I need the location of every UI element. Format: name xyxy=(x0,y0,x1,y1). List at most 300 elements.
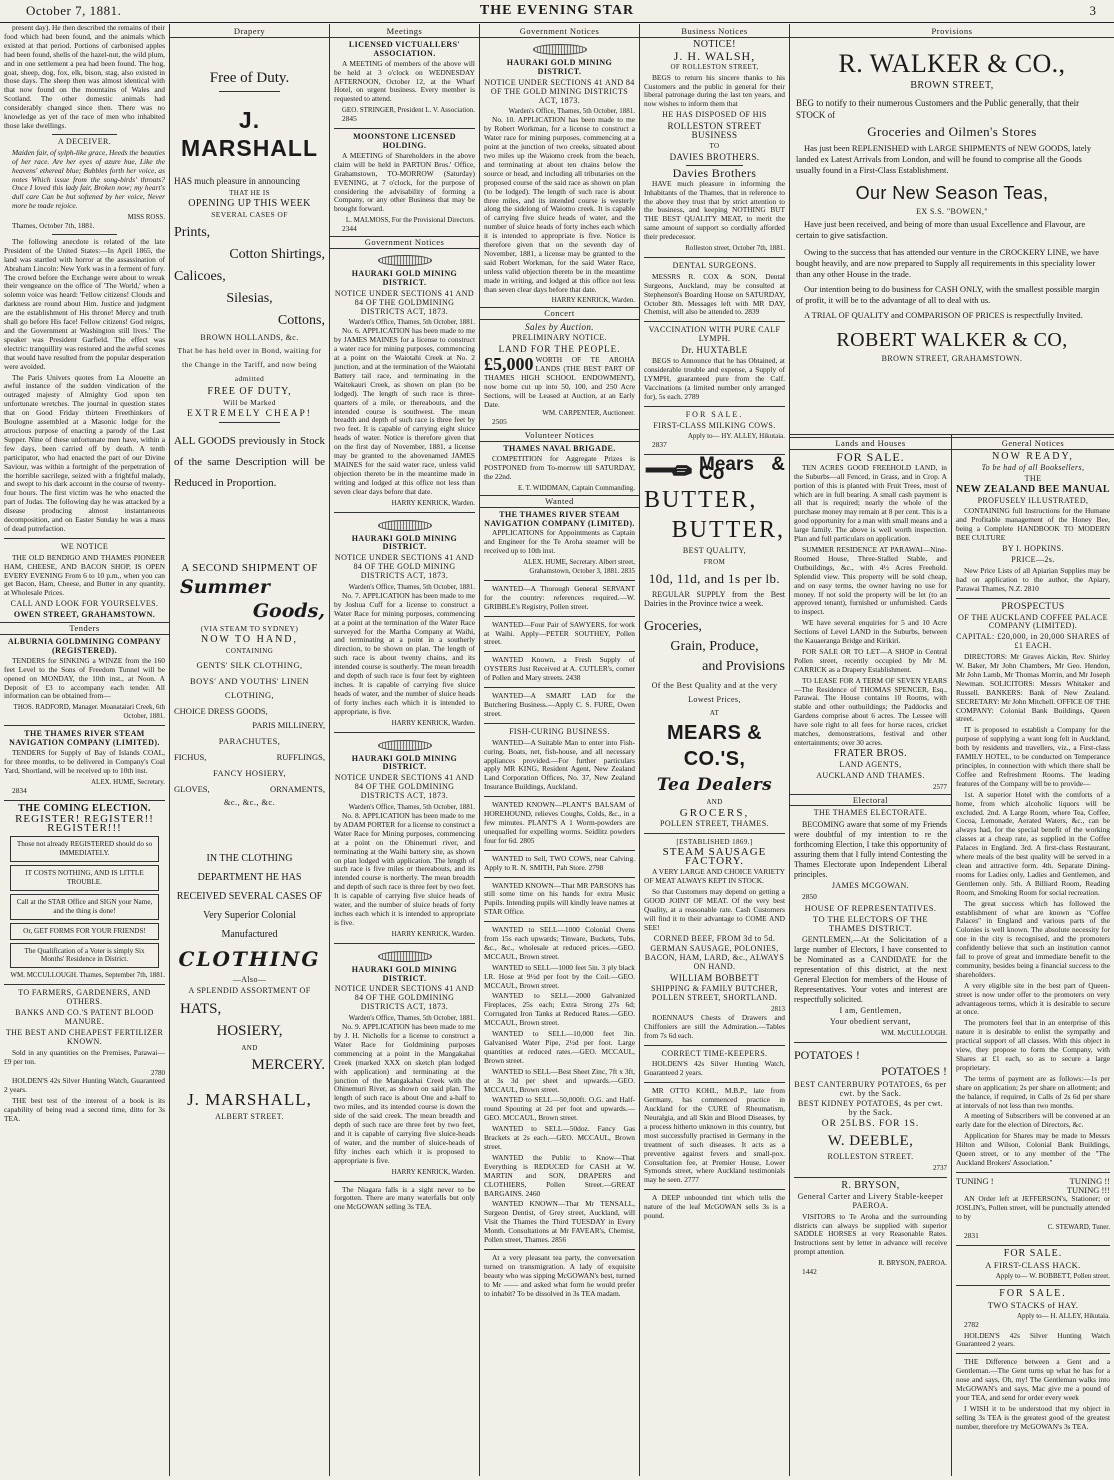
divider xyxy=(956,1245,1110,1246)
from-word: FROM xyxy=(703,558,726,567)
to-word: TO xyxy=(709,141,720,150)
moonstone-title: MOONSTONE LICENSED HOLDING. xyxy=(353,132,456,150)
kohl-ad: MR OTTO KOHL, M.B.P., late from Germany, has commenced practice in Auckland for the CURE of Rheumatism, Neuralgia, and all Skin and Blood Diseases, by a process hitherto unknown in this country, but most successfully practised in Germany in the treatment of such diseases. It acts as a preventive against fevers and small-pox. Consultation fee, at Premier House, Lower Symonds street, where Auckland testimonials may be seen. 2777 xyxy=(644,1086,785,1185)
hauraki-office-5: Warden's Office, Thames, 5th October, 1881. xyxy=(508,107,635,116)
gloves: GLOVES, xyxy=(174,783,210,794)
mears-logo: Mears & Co xyxy=(699,454,785,485)
mcgowan-sign: JAMES MCGOWAN. xyxy=(831,881,910,891)
divider xyxy=(644,257,785,258)
and-provisions: and Provisions xyxy=(702,658,785,674)
column-6 xyxy=(790,434,952,1476)
newspaper-title: THE EVENING STAR xyxy=(479,3,635,18)
prospectus: PROSPECTUS xyxy=(1001,601,1065,612)
held-in-bond: That he has held over in Bond, waiting for the Change in the Tariff, and now being admitted xyxy=(177,346,322,384)
tuning-2: TUNING !! xyxy=(1069,1175,1110,1186)
sausage-factory: STEAM SAUSAGE FACTORY. xyxy=(662,846,767,868)
wanted-fish-man: WANTED—A Suitable Man to enter into Fish-curing. Boats, net, fish-house, and all necessary appliances provided.—For further particulars apply MR KING, Resident Agent, New Zealand Land Corporation Offices, No. 37, New Zealand Insurance Buildings, Auckland. xyxy=(484,737,635,792)
prints: Prints, xyxy=(174,224,211,240)
hosiery: HOSIERY, xyxy=(216,1022,283,1039)
walsh-address: OF ROLLESTON STREET, xyxy=(670,62,759,71)
fichus-row xyxy=(174,750,325,764)
notice-no9: No. 9. APPLICATION has been made to me by J. H. Nicholls for a license to construct a Water Race for Goldmining purposes commencing at a point in the Mangakahai Creek (marked XXX on sketch plan lodged with application) and terminating at the junction of the Mangakahai Creek with the Ohinemuri River, as shown on said plan. The length of such race is about One and a-half to two miles, and its intended course is down the side of the said creek. The mean breadth and depth of such race are three feet by two feet, and it is capable of carrying five sluice-heads of water, and the number of sluice-heads of fifty inches each which it is proposed to appropriate is five. xyxy=(334,1022,475,1165)
house-of-reps: HOUSE OF REPRESENTATIVES. xyxy=(804,903,937,914)
visitors-te-aroha: VISITORS to Te Aroha and the surrounding districts can always be supplied with superior SADDLE HORSES at very Reasonable Rates. Instructions sent by letter in advance will receive prompt attention. xyxy=(794,1211,947,1257)
groceries: Groceries, xyxy=(644,618,702,634)
ten-acres: TEN ACRES GOOD FREEHOLD LAND, in the Suburbs—all Fenced, in Grass, and in Crop. A portion of this is planted with Fruit Trees, most of which are in full bearing. A small cash payment is all that is required; nearly the whole of the purchase money may remain at 8 per cent. This is a good opportunity for a man with small means and a large family. The above is well worth inspection. Plan and full particulars on application. xyxy=(794,462,947,544)
notice-no7-sign: HARRY KENRICK, Warden. xyxy=(391,718,475,727)
hay-num: 2782 xyxy=(964,1319,979,1329)
trial: A TRIAL OF QUALITY and COMPARISON OF PRICES is respectfully Invited. xyxy=(804,309,1083,320)
divider xyxy=(794,1042,947,1043)
etc: &c., &c., &c. xyxy=(223,796,276,807)
coffee-palace: OF THE AUCKLAND COFFEE PALACE COMPANY (LIMITED). xyxy=(958,612,1108,631)
section-lands-houses: Lands and Houses xyxy=(790,437,951,450)
bee-author: BY I. HOPKINS. xyxy=(1002,544,1064,554)
moonstone-num: 2344 xyxy=(342,224,357,234)
the-word: THE xyxy=(1024,473,1042,483)
thames-river-title: THE THAMES RIVER STEAM NAVIGATION COMPANY (LIMITED). xyxy=(9,729,160,748)
steam-nav-sign: ALEX. HUME, Secretary. Albert street, Grahamstown, October 3, 1881. 2835 xyxy=(523,558,635,576)
pollen-street: POLLEN STREET, THAMES. xyxy=(660,818,769,828)
watch-ad: HOLDEN'S 42s Silver Hunting Watch, Guaranteed 2 years. xyxy=(4,1076,165,1095)
obedient-servant: Your obedient servant, xyxy=(829,1016,912,1026)
gentlemen: GENTLEMEN,—At the Solicitation of a large number of Electors, I have consented to be Nominated as a CANDIDATE for the representation of this district, at the next General Election for members of the House of Representatives. Your votes and interest are respectfully solicited. xyxy=(794,934,947,1004)
robert-walker: ROBERT WALKER & CO, xyxy=(836,328,1068,351)
correct-timekeepers: CORRECT TIME-KEEPERS. xyxy=(661,1048,768,1058)
mears-and-co: MEARS & CO.'S, xyxy=(666,721,763,770)
watch-ad-2: HOLDEN'S 42s Silver Hunting Watch, Guaranteed 2 years. xyxy=(644,1059,785,1078)
bryson-desc: General Carter and Livery Stable-keeper PAEROA. xyxy=(797,1191,944,1210)
bryson-num: 1442 xyxy=(802,1267,817,1277)
mercery: MERCERY. xyxy=(251,1057,325,1074)
register-box-2: IT COSTS NOTHING, AND IS LITTLE TROUBLE. xyxy=(10,865,159,891)
column-3 xyxy=(330,24,480,1476)
election-title: THE COMING ELECTION. xyxy=(18,802,151,814)
gloves-row xyxy=(174,782,325,796)
register-heading: REGISTER! REGISTER!! REGISTER!!! xyxy=(15,813,154,835)
divider xyxy=(334,943,475,944)
land-sign: WM. CARPENTER, Auctioneer. xyxy=(542,409,635,418)
poem-title: A DECEIVER. xyxy=(57,136,112,146)
paris-millinery: PARIS MILLINERY, xyxy=(252,719,325,730)
divider xyxy=(956,1172,1110,1173)
section-tenders: Tenders xyxy=(0,622,169,635)
frater-bros: FRATER BROS. xyxy=(833,747,908,759)
hack: A FIRST-CLASS HACK. xyxy=(985,1260,1081,1271)
divider xyxy=(644,833,785,834)
bee-price: PRICE—2s. xyxy=(1011,554,1055,564)
divider xyxy=(4,538,165,539)
wanted-cows: WANTED to Sell, TWO COWS, near Calving. Apply to R. N. SMITH, Pah Store. 2798 xyxy=(484,853,635,872)
paris-item: The Paris Univers quotes from La Alouette an awful instance of the sudden vindication of the outraged majesty of Almighty God upon ten unfortunate wretches. The journal in question states that on Good Friday thirteen Freethinkers of Boulogne assembled at a Masonic lodge for the atrocious purpose of enacting a parody of the Last Supper. Nine of these unfortunate men have, within a few days, been carried off by death. A tenth participator, who had enacted the part of our Divine Saviour, was within a fortnight of the perpetration of the horrible sacrilege, seized with a frightful malady, and swept to his dark account in the course of twenty-four hours. The first victim was he who enacted the part of Judas. The following day he was attacked by a disease producing almost instantaneous decomposition, and on Easter Sunday he was a mass of dead putrefaction. xyxy=(4,372,165,533)
spacer xyxy=(174,809,325,849)
divider xyxy=(4,725,165,726)
share-application: Application for Shares may be made to Messrs Hilton and Wilson, Colonial Bank Buildings, Queen street, or to any member of the "The Auckland Brokers' Association." xyxy=(956,1131,1110,1167)
bobbett-num: 2813 xyxy=(771,1004,785,1013)
cash-only: Our intention being to do business for CASH ONLY, with the smallest possible margin of profit, it will be to the advantage of all to deal with us. xyxy=(796,283,1100,305)
divider xyxy=(484,616,635,617)
section-drapery: Drapery xyxy=(170,26,329,38)
divider xyxy=(4,984,165,985)
meat-variety-2: So that Customers may depend on getting a GOOD JOINT OF MEAT. Of the very best Quality, at a reasonable rate. Cash Customers will find it to their advantage to COME AND SEE! xyxy=(644,887,785,932)
wanted-spouting: WANTED to SELL—50,000ft. O.G. and Half-round Spouting at 2d per foot and upwards.—GEO. MCCAUL, Brown street. xyxy=(484,1095,635,1123)
and-word-2: AND xyxy=(706,797,723,806)
bobbett-desc: SHIPPING & FAMILY BUTCHER, POLLEN STREET, SHORTLAND. xyxy=(651,984,778,1002)
shop-to-let: FOR SALE OR TO LET—A SHOP in Central Pollen street, recently occupied by Mr M. CARRICK as a Drapery Establishment. xyxy=(794,646,947,674)
cottons: Cottons, xyxy=(277,312,325,328)
for-sale-cows: FOR SALE. xyxy=(685,409,744,419)
moonstone-sign: L. MALMOSS, For the Provisional Directors. xyxy=(345,216,475,225)
davies-sign: Rolleston street, October 7th, 1881. xyxy=(685,244,785,253)
proposed: IT is proposed to establish a Company for the purpose of supplying a want long felt in Auckland, both by residents and travellers, viz., a First-class FAMILY HOTEL, to be conducted on Temperance principles, in connection with which there shall be Coffee and Refreshment Rooms. The leading features of the Company will be to provide— xyxy=(956,725,1110,788)
auckland-thames: AUCKLAND AND THAMES. xyxy=(816,770,925,780)
several-cases: SEVERAL CASES OF xyxy=(211,209,288,219)
section-general-notices: General Notices xyxy=(952,437,1114,450)
register-box-1: Those not already REGISTERED should do so IMMEDIATELY. xyxy=(10,836,159,862)
deeble-name: W. DEEBLE, xyxy=(827,1133,914,1150)
robert-walker-addr: BROWN STREET, GRAHAMSTOWN. xyxy=(881,353,1023,363)
i-am: I am, Gentlemen, xyxy=(839,1005,902,1015)
divider xyxy=(644,406,785,407)
cows-num: 2837 xyxy=(652,440,667,450)
hauraki-act: NOTICE UNDER SECTIONS 41 AND 84 OF THE GOLDMINING DISTRICTS ACT, 1873. xyxy=(334,288,475,316)
summer-residence: SUMMER RESIDENCE AT PARAWAI—Nine-Roomed House, Three-Stalled Stable, and Outbuildings, &c., with 4½ Acres Freehold. Splendid view. This property will be sold cheap, and on easy terms, the owner having no use for money. If not sold the property will be let (to an approved tenant), furnished or unfurnished. Cards to inspect. xyxy=(794,544,947,617)
steam-nav-title: THE THAMES RIVER STEAM NAVIGATION COMPANY (LIMITED). xyxy=(484,509,635,528)
clothing-department: IN THE CLOTHING DEPARTMENT HE HAS RECEIVED SEVERAL CASES OF xyxy=(176,852,323,902)
bryson-name: R. BRYSON, xyxy=(841,1179,900,1191)
fichus: FICHUS, xyxy=(174,751,207,762)
wanted-ovens: WANTED to SELL—1000 Colonial Ovens from 15s each upwards; Tinware, Buckets, Tubs, &c., &c., wholesale at reduced prices.—GEO. MCCAUL, Brown street. xyxy=(484,925,635,961)
fish-curing-title: FISH-CURING BUSINESS. xyxy=(509,726,610,736)
alburnia-title: ALBURNIA GOLDMINING COMPANY (REGISTERED). xyxy=(7,637,162,655)
all-goods: ALL GOODS previously in Stock of the same Description will be Reduced in Proportion. xyxy=(174,435,325,490)
via-steam: (VIA STEAM TO SYDNEY) xyxy=(200,624,299,634)
divider xyxy=(484,796,635,797)
bacon-shop-address: OWEN STREET, GRAHAMSTOWN. xyxy=(13,610,156,620)
alburnia-sign: THOS. RADFORD, Manager. Moanataiari Creek, 6th October, 1881. xyxy=(13,703,165,721)
will-be-marked: Will be Marked xyxy=(223,398,276,408)
divider xyxy=(334,732,475,733)
land-text: WORTH OF TE AROHA LANDS (THE BEST PART OF THAMES HIGH SCHOOL ENDOWMENT), now borne cut up into 50, 100, and 250 Acre Sections, will be Leased at Auction, at an Early Date. xyxy=(484,356,635,409)
becoming-aware: BECOMING aware that some of my Friends were doubtful of my intention to re the forthcoming Election, I take this opportunity of assuring them that I fully intend Contesting the Thames Electorate upon Independent Liberal principles. xyxy=(794,820,947,880)
now-to-hand: NOW TO HAND, xyxy=(200,633,299,645)
tuning-1: TUNING ! xyxy=(956,1175,994,1186)
hauraki-office-3: Warden's Office, Thames, 5th October, 1881. xyxy=(348,803,475,812)
moonstone-text: A MEETING of Shareholders in the above claim will be held in PARTON Bros.' Office, Grahamstown, TO-MORROW (Saturday) EVENING, at 7 o'clock, for the purpose of considering the advisability of forming a Company, or any other Business that may be brought forward. xyxy=(334,150,475,214)
established: [ESTABLISHED 1869.] xyxy=(676,837,753,846)
divider xyxy=(644,321,785,322)
summer-goods: Goods, xyxy=(252,600,325,623)
register-box-5: The Qualification of a Voter is simply Six Months' Residence in District. xyxy=(10,943,159,969)
page-number: 3 xyxy=(1089,3,1096,18)
illustrated: PROFUSELY ILLUSTRATED, xyxy=(977,495,1089,505)
divider xyxy=(956,598,1110,599)
deeble-num: 2737 xyxy=(933,1164,947,1173)
deeble-address: ROLLESTON STREET. xyxy=(827,1152,914,1162)
free-of-duty-2: FREE OF DUTY, xyxy=(207,386,292,398)
parachutes: PARACHUTES, xyxy=(218,735,281,746)
crockery: Owing to the success that has attended our venture in the CROCKERY LINE, we have bought heavily, and are now prepared to Supply all requirements in this speciality lower than any other House in the trade. xyxy=(796,246,1099,279)
lva-num: 2845 xyxy=(342,114,357,124)
brown-hollands: BROWN HOLLANDS, &c. xyxy=(200,332,299,342)
butter-2: BUTTER, xyxy=(671,517,785,544)
land-num: 2505 xyxy=(492,417,507,427)
divider xyxy=(644,1045,785,1046)
poem-date: Thames, October 7th, 1881. xyxy=(12,221,95,231)
steam-nav-text: APPLICATIONS for Appointments as Captain and Engineer for the Te Aroha steamer will be received up to 10th inst. xyxy=(484,528,635,556)
alburnia-text: TENDERS for SINKING a WINZE from the 160 feet Level to the Sons of Freedom Tunnel will be opened on MONDAY, the 10th inst., at Noon. A Deposit of £3 to accompany each tender. All information can be obtained from— xyxy=(4,655,165,701)
notice-no6-sign: HARRY KENRICK, Warden. xyxy=(391,498,475,507)
divider xyxy=(484,850,635,851)
section-wanted: Wanted xyxy=(480,495,639,508)
second-shipment: A SECOND SHIPMENT OF xyxy=(181,562,318,575)
containing: CONTAINING xyxy=(225,646,274,655)
rufflings: RUFFLINGS, xyxy=(276,751,325,762)
milking-cows: FIRST-CLASS MILKING COWS. xyxy=(653,420,776,430)
tuning-3: TUNING !!! xyxy=(1066,1184,1110,1195)
marshall-sign: J. MARSHALL, xyxy=(187,1090,312,1110)
naval-brigade-title: THAMES NAVAL BRIGADE. xyxy=(503,444,616,454)
poem-text: Maiden fair, of sylph-like grace, Heeds the beauties of her race. Are her eyes of azure hue, Like the heavens' ethereal blue; Bubbles forth her voice, as notes Which issue from the song-birds' throats? Once I loved this lady fair, Broken now; my heart's dull care Can be but softened by her voice, Never more be made rejoice. xyxy=(12,147,165,211)
column-2 xyxy=(170,24,330,1476)
coat-of-arms-icon xyxy=(533,41,587,56)
coat-of-arms-icon xyxy=(378,517,432,532)
divider xyxy=(484,921,635,922)
boys-linen: BOYS' AND YOUTHS' LINEN CLOTHING, xyxy=(190,675,309,700)
best-quality-prices: Of the Best Quality and at the very Lowest Prices, xyxy=(651,680,778,704)
notice-no9-sign: HARRY KENRICK, Warden. xyxy=(391,1167,475,1176)
gent-quip: THE Difference between a Gent and a Gentleman.—The Gent turns up what he has for a nose and says, Oh, my! The Gentleman walks into McGOWAN's and says, Mac give me a pound of your TEA, and send for order every week xyxy=(956,1357,1110,1402)
mcgowan-num: 2850 xyxy=(802,892,817,902)
divider xyxy=(484,1249,635,1250)
payment-terms: The terms of payment are as follows:—1s per share on application; 2s per share on allotment; and the balance, if required, in Calls of 2s 6d per share at intervals of not less than two months. xyxy=(956,1073,1110,1110)
thames-river-text: TENDERS for Supply of Bay of Islands COAL, for three months, to be delivered in Company's Coal Yard, Shortland, will be received up to 10th inst. xyxy=(4,747,165,775)
for-sale-hack: FOR SALE. xyxy=(1003,1248,1063,1260)
bowen: EX S.S. "BOWEN," xyxy=(916,206,988,216)
for-sale-hay: FOR SALE. xyxy=(999,1287,1067,1299)
also: —Also— xyxy=(232,974,267,984)
divider xyxy=(644,1189,785,1190)
tea-party-quip: At a very pleasant tea party, the conversation turned on transmigration. A lady of exquisite beauty who was sipping McGOWAN's best, turned to Mr —— and asked what form he would prefer to inhabit? To be dissolved in 3s TEA madam. xyxy=(484,1252,635,1298)
calicoes: Calicoes, xyxy=(174,268,226,284)
hauraki-office: Warden's Office, Thames, 5th October, 1881. xyxy=(348,318,475,327)
potatoes-2: POTATOES ! xyxy=(881,1063,947,1078)
steward-sign: C. STEWARD, Tuner. xyxy=(1047,1223,1110,1232)
vaccination-title: VACCINATION WITH PURE CALF LYMPH. xyxy=(648,325,781,344)
cows-sign: Apply to— HY. ALLEY, Hikutaia. xyxy=(687,432,785,441)
masthead xyxy=(0,0,1114,23)
that-he-is: THAT HE IS xyxy=(229,188,270,197)
coat-of-arms-icon xyxy=(378,948,432,963)
new-season-teas: Our New Season Teas, xyxy=(855,182,1049,203)
hauraki-act-3: NOTICE UNDER SECTIONS 41 AND 84 OF THE GOLDMINING DISTRICTS ACT, 1873. xyxy=(334,773,475,801)
manure-title: BANKS AND CO.'S PATENT BLOOD MANURE. xyxy=(15,1008,154,1026)
25lbs: OR 25LBS. FOR 1S. xyxy=(821,1119,920,1130)
dental-title: DENTAL SURGEONS. xyxy=(672,260,757,270)
colonial-manufactured: Very Superior Colonial Manufactured xyxy=(203,909,296,940)
hauraki-title-5: HAURAKI GOLD MINING DISTRICT. xyxy=(506,57,613,76)
divider xyxy=(484,580,635,581)
manure-num: 2780 xyxy=(151,1068,165,1077)
notice-no7-act: NOTICE UNDER SECTIONS 41 AND 84 OF THE GOLD MINING DISTRICTS ACT, 1873. xyxy=(334,553,475,581)
fancy-hosiery: FANCY HOSIERY, xyxy=(213,767,286,778)
great-success: The great success which has followed the establishment of what are known as "Coffee Palaces" in England and various parts of the Colonies is well known. The absolute necessity for one in the city is recognised, and the promoters confidently believe that such an institution cannot fail to prove of great and immediate benefit to the community, besides being a financial success to the shareholders. xyxy=(956,898,1110,979)
section-electoral: Electoral xyxy=(790,794,951,807)
wanted-balsam: WANTED KNOWN—PLANT'S BALSAM of HOREHOUND, relieves Coughs, Colds, &c., in a few minutes. PLANT'S A 1 Worm-powders are unequalled for expelling worms. Seidlitz powders four for 6d. 2805 xyxy=(484,800,635,845)
bacon-shop-call: CALL AND LOOK FOR YOURSELVES. xyxy=(10,599,159,609)
notice-heading: WE NOTICE xyxy=(60,541,109,551)
potatoes-1: POTATOES ! xyxy=(794,1047,860,1062)
lease-residence: TO LEASE FOR A TERM OF SEVEN YEARS—The Residence of THOMAS SPENCER, Esq., Parawai. The House contains 10 Rooms, with stable and other outbuildings; the Paddocks and Gardens comprise about 6 acres. The Lessee will have sole right to all fees for horse races, cricket matches, demonstrations, festival and other entertainments; over 30 acres. xyxy=(794,675,947,747)
tuning-order: AN Order left at JEFFERSON's, Stationer; or JOSLIN's, Pollen street, will be punctually attended to by xyxy=(956,1193,1110,1221)
issue-date: October 7, 1881. xyxy=(26,3,122,18)
thames-electorate: THE THAMES ELECTORATE. xyxy=(813,808,928,818)
divider xyxy=(484,877,635,878)
land-for-the-people: LAND FOR THE PEOPLE. xyxy=(498,344,621,355)
section-government-notices-2: Government Notices xyxy=(480,26,639,38)
roennau-ad: ROENNAU'S Chests of Drawers and Chiffoniers are still the Admiration.—Tables from 7s 6d each. xyxy=(644,1012,785,1040)
coat-of-arms-icon xyxy=(378,252,432,267)
naval-brigade-text: COMPETITION for Aggregate Prizes is POSTPONED from To-morrow till SATURDAY, the 22nd. xyxy=(484,454,635,481)
hay-sign: Apply to— H. ALLEY, Hikutaia. xyxy=(1016,1311,1110,1320)
free-of-duty: Free of Duty. xyxy=(209,69,290,86)
hauraki-office-4: Warden's Office, Thames, 5th October, 1881. xyxy=(348,1014,475,1023)
best-quality: BEST QUALITY, xyxy=(682,546,747,556)
deep-tint-quip: A DEEP unbounded tint which tells the nature of the leaf McGOWAN sells 3s is a pound. xyxy=(644,1193,785,1221)
dress-goods: CHOICE DRESS GOODS, xyxy=(174,705,268,716)
land-ad xyxy=(484,356,635,409)
hay: TWO STACKS of HAY. xyxy=(987,1299,1079,1310)
teas-text: Have just been received, and being of more than usual Excellence and Flavour, are certain to give satisfaction. xyxy=(796,218,1086,240)
canterbury-potatoes: BEST CANTERBURY POTATOES, 6s per cwt. by the Sack. xyxy=(794,1079,947,1098)
notice-no10: No. 10. APPLICATION has been made to me by Robert Workman, for a license to construct a Water race for mining purposes, commencing at a point at the junction of two creeks, situated about two miles up the Waiomo creek from the beach, and terminating at about ten chains below the source or head, and including all tributaries on the proposed course of the said race as shown on plan (to be lodged). The length of such race is about three miles, and its intended course is westerly along the sidelong of Waiomo creek. It is capable of carrying five sluice heads of water, and the number of sluice heads of forty inches each which it is intended to appropriate is five. Notice is therefore given that on the seventh day of November, 1881, a license may be granted to the said Robert Workman, for the said Water Race, unless valid objection thereto be in the meantime made in writing, and lodged at this office not less than seven clear days before that date. xyxy=(484,115,635,294)
article-continuation: present day). He then described the remains of their food which had been found, and the animals which existed at that period. Portions of carbonised apples had been found, shells of the hazel-nut, the wild plum, and in one settlement a pea had been found. The hog, goat, sheep, dog, fox, elk, bison, stag, also existed in those days. The sheep then was almost identical with that now found on the mountains of Wales and Scotland. The other domestic animals had considerably changed since then. There was no knowledge as yet of the race of men who inhabited those lake dwellings. xyxy=(4,24,165,130)
booksellers: To be had of all Booksellers, xyxy=(981,462,1085,472)
opening-up: OPENING UP THIS WEEK xyxy=(188,197,311,209)
butter-prices: 10d, 11d, and 1s per lb. xyxy=(648,571,781,587)
lincoln-anecdote: The following anecdote is related of the late President of the United States:—In April 1865, the land was startled with horror at the assassination of Abraham Lincoln: New York was in a ferment of fury. The crowd before the Exchange were about to wreak their vengeance on the office of 'The World,' when a solemn voice was heard: 'Fellow citizens! Clouds and darkness are round about Him. Justice and judgment are the establishment of His throne! Mercy and truth shall go before His face! Fellow citizens! God reigns, and the Government at Washington still lives.' The speaker was President Garfield. The effect was electric: tranquillity was restored and the awful scenes that would have resulted from the popular desperation were avoided. xyxy=(4,236,165,371)
section-government-notices: Government Notices xyxy=(330,236,479,249)
poem-author: MISS ROSS. xyxy=(127,213,165,222)
hauraki-title-2: HAURAKI GOLD MINING DISTRICT. xyxy=(351,533,458,552)
kidney-potatoes: BEST KIDNEY POTATOES, 4s per cwt. by the Sack. xyxy=(797,1099,944,1118)
wish-quip: I WISH it to be understood that my object in selling 3s TEA is the greatest good of the greatest number, therefore try McGOWAN's 3s TEA. xyxy=(956,1403,1110,1431)
divider xyxy=(334,1181,475,1182)
splendid-assortment: A SPLENDID ASSORTMENT OF xyxy=(188,985,311,995)
land-amount: £5,000 xyxy=(484,356,534,374)
hotel-items: 1st. A superior Hotel with the comforts of a home, from which alcoholic liquors will be excluded. 2nd. A Large Room, where Tea, Coffee, Cocoa, Lemonade, Aerated Waters, &c., can be always had, for the special benefit of the working classes at a cheap rate, as supplied in the Coffee Palaces in England. 3rd. A first-class Restaurant, where meals of the best quality will be served in a clean and attractive form. 4th. Separate Dining-rooms for Ladies only, Ladies and Gentlemen, and Gentlemen only. 5th. A Billiard Room, Reading Room, and Smoking Room for social recreation. xyxy=(956,789,1110,897)
notice-no10-sign: HARRY KENRICK, Warden. xyxy=(551,296,635,305)
hauraki-title-4: HAURAKI GOLD MINING DISTRICT. xyxy=(351,964,458,983)
register-box-4: Or, GET FORMS FOR YOUR FRIENDS! xyxy=(10,923,159,940)
column-4 xyxy=(480,24,640,1476)
hats: HATS, xyxy=(180,1000,222,1017)
marshall-name: J. MARSHALL xyxy=(180,106,319,161)
capital: CAPITAL: £20,000, in 20,000 SHARES of £1 EACH. xyxy=(956,632,1110,651)
vaccination-doctor: Dr. HUXTABLE xyxy=(681,345,748,356)
mccullough-sign: WM. McCULLOUGH. xyxy=(881,1028,947,1037)
replenished: Has just been REPLENISHED with LARGE SHIPMENTS of NEW GOODS, lately landed ex Latest Arrivals from London, and will be found to comprise all the Goods usually found in a First-Class Establishment. xyxy=(796,142,1092,175)
lva-text: A MEETING of members of the above will be held at 3 o'clock on WEDNESDAY AFTERNOON, October 12, at the Wharf Hotel, on urgent business. Every member is requested to attend. xyxy=(334,58,475,104)
divider xyxy=(794,1177,947,1178)
for-sale-heading: FOR SALE. xyxy=(836,449,905,464)
ornaments: ORNAMENTS, xyxy=(269,783,325,794)
walsh-text: BEGS to return his sincere thanks to his Customers and the public in general for their liberal patronage during the last ten years, and now wishes to inform them that xyxy=(644,72,785,109)
german-sausage: GERMAN SAUSAGE, POLONIES, BACON, HAM, LARD, &c., ALWAYS ON HAND. xyxy=(644,944,785,972)
groceries-stores: Groceries and Oilmen's Stores xyxy=(867,123,1037,139)
hauraki-title: HAURAKI GOLD MINING DISTRICT. xyxy=(351,268,458,287)
land-agents: LAND AGENTS, xyxy=(839,759,902,769)
section-volunteer-notices: Volunteer Notices xyxy=(480,429,639,442)
divider xyxy=(956,1285,1110,1286)
thames-river-sign: ALEX. HUME, Secretary. xyxy=(91,777,165,786)
wanted-fireplaces: WANTED to SELL—2000 Galvanized Fireplaces, 25s each; Extra Strong 27s 6d; Corrugated Iron Tanks at Reduced Rates.—GEO. MCCAUL, Brown street. xyxy=(484,991,635,1028)
notice-no6: No. 6. APPLICATION has been made to me by JAMES MAINES for a license to construct a water race for mining purposes, commencing at a point on the Waiotahi Creek at No. 2 junction, and at the termination of the Waiotahi Battery tail race, and terminating in the Waitekauri Creek, as shown on plan (to be lodged). The length of such race is three-quarters of a mile, or thereabouts, and the intended course is southwest. The mean breadth and depth of such race is three feet by two feet. It is capable of carrying eight sluice heads of water. Notice is therefore given that on the first day of November, 1881, a license may be granted to the abovenamed JAMES MAINES for the said water race, unless valid objection thereto be in the meantime made in writing and lodged at this office not less than seven clear days before that date. xyxy=(334,326,475,496)
at-word: AT xyxy=(709,708,720,717)
and-word: AND xyxy=(241,1043,258,1052)
butter-1: BUTTER, xyxy=(644,487,758,514)
clothing-title: CLOTHING xyxy=(178,946,321,971)
bryson-sign: R. BRYSON, PAEROA. xyxy=(878,1259,947,1268)
provisions-block xyxy=(790,24,1114,434)
apiary-lists: New Price Lists of all Apiarian Supplies may be had on application to the author, the Apiary, Parawai Thames, N.Z. 2810 xyxy=(956,565,1110,593)
election-sign: WM. MCCULLOUGH. Thames, September 7th, 1881. xyxy=(10,971,165,980)
divider xyxy=(956,1353,1110,1354)
wanted-servant: WANTED—A Thorough General SERVANT for the country: references required.—W. GRIBBLE's Registry, Pollen street. xyxy=(484,583,635,611)
notice-no8: No. 8. APPLICATION has been made to me by ADAM PORTER for a license to construct a Water Race for Mining purposes, commencing at a point on the Ohinemuri river, and terminating at the Waihi battery site, as shown on plan lodged with application. The length of such race is five miles or thereabouts, and its intended course is northerly. The mean breadth and depth of such race is three feet by two feet. It is capable of carrying five sluice heads of water, and the number of sluice heads of forty inches each which it is intended to appropriate is five. xyxy=(334,810,475,927)
wanted-public: WANTED the Public to Know—That Everything is REDUCED for CASH at W. MARTIN and SON, DRAPERS and CLOTHIERS, Pollen Street.—GREAT BARGAINS. 2460 xyxy=(484,1152,635,1198)
walker-name: R. WALKER & CO., xyxy=(838,48,1066,78)
tea-quip: THE best test of the interest of a book is its capability of being read a second time, ditto for 3s TEA. xyxy=(4,1096,165,1124)
wanted-dentist: WANTED KNOWN—That Mr TENSALL, Surgeon Dentist, of Grey street, Auckland, will Visit the Thames the Third TUESDAY in Every Month. Consultations at Mr FAVEAR's, Chemist, Pollen street, Thames. 2856 xyxy=(484,1199,635,1245)
tea-dealers: Tea Dealers xyxy=(656,774,773,795)
divider xyxy=(52,234,116,235)
column-7 xyxy=(952,434,1114,1476)
section-business-notices: Business Notices xyxy=(640,26,789,38)
extremely-cheap: EXTREMELY CHEAP! xyxy=(187,409,312,420)
lva-sign: GEO. STRINGER, President L. V. Association. xyxy=(341,106,475,115)
grocers: GROCERS, xyxy=(679,806,750,819)
divider xyxy=(219,91,279,92)
naval-brigade-sign: E. T. WIDDMAN, Captain Commanding. xyxy=(517,483,635,492)
directors: DIRECTORS: Mr Graves Aickin, Rev. Shirley W. Baker, Mr John Chambers, Mr Geo. Hendon, Mr John Lamb, Mr Thomas Morrin, and Mr Joseph Newman. SOLICITORS: Messrs Whitaker and Russell. BANKERS: Bank of New Zealand. SECRETARY: Mr John Mitchell. OFFICE OF THE COMPANY: Colonial Bank Buildings, Queen street. xyxy=(956,652,1110,724)
hauraki-title-3: HAURAKI GOLD MINING DISTRICT. xyxy=(351,753,458,772)
bacon-shop-ad: THE OLD BENDIGO AND THAMES PIONEER HAM, CHEESE, AND BACON SHOP, IS OPEN EVERY EVENING From 6 to 10 p.m., when you can get Bacon, Ham, Cheese, and Butter in any quantity, at Wholesale Prices. xyxy=(4,552,165,598)
section-provisions: Provisions xyxy=(790,26,1114,38)
lva-title: LICENSED VICTUALLERS' ASSOCIATION. xyxy=(348,39,461,58)
sales-by-auction: Sales by Auction. xyxy=(525,322,594,333)
gents-silk: GENTS' SILK CLOTHING, xyxy=(196,659,303,670)
grain-produce: Grain, Produce, xyxy=(670,638,759,654)
rolleston-business: ROLLESTON STREET BUSINESS xyxy=(667,121,762,141)
wanted-oysters: WANTED Known, a Fresh Supply of OYSTERS Just Received at A. CUTLER's, corner of Pollen and Mary streets. 2438 xyxy=(484,655,635,683)
hauraki-office-2: Warden's Office, Thames, 5th October, 1881. xyxy=(348,583,475,592)
disposed: HE HAS DISPOSED OF HIS xyxy=(662,110,767,120)
eligible-site: A very eligible site in the best part of Queen-street is now under offer to the promoters on very advantageous terms, which it is desirable to secure at once. xyxy=(956,980,1110,1017)
albert-street: ALBERT STREET. xyxy=(215,1112,284,1122)
bee-manual: NEW ZEALAND BEE MANUAL xyxy=(956,483,1110,495)
promoters: The promoters feel that in an enterprise of this nature it is desirable to enlist the sympathy and practical support of all classes. With this object in view, they propose to form the Company, with Shares at £1 each, so as to secure a large proprietary. xyxy=(956,1018,1110,1072)
wanted-zinc: WANTED to SELL—Best Sheet Zinc, 7ft x 3ft, at 3s 3d per sheet and upwards.—GEO. MCCAUL, Brown street. xyxy=(484,1066,635,1094)
walker-street: BROWN STREET, xyxy=(910,79,994,91)
divider xyxy=(334,512,475,513)
frater-num: 2577 xyxy=(933,782,947,791)
davies-text: HAVE much pleasure in informing the Inhabitants of the Thames, that in reference to the above they trust that by strict attention to the business, and keeping NOTHING BUT THE BEST QUALITY MEAT, to merit the same amount of support so cordially afforded their predecessor. xyxy=(644,178,785,242)
spacer xyxy=(174,502,325,562)
wanted-lad: WANTED—A SMART LAD for the Butchering Business.—Apply C. S. FURE, Owen street. xyxy=(484,691,635,718)
divider xyxy=(219,422,279,423)
wanted-music: WANTED KNOWN—That MR PARSONS has still some time on his hands for extra Music Pupils. Intending pupils will kindly leave names at STAR Office. xyxy=(484,880,635,917)
